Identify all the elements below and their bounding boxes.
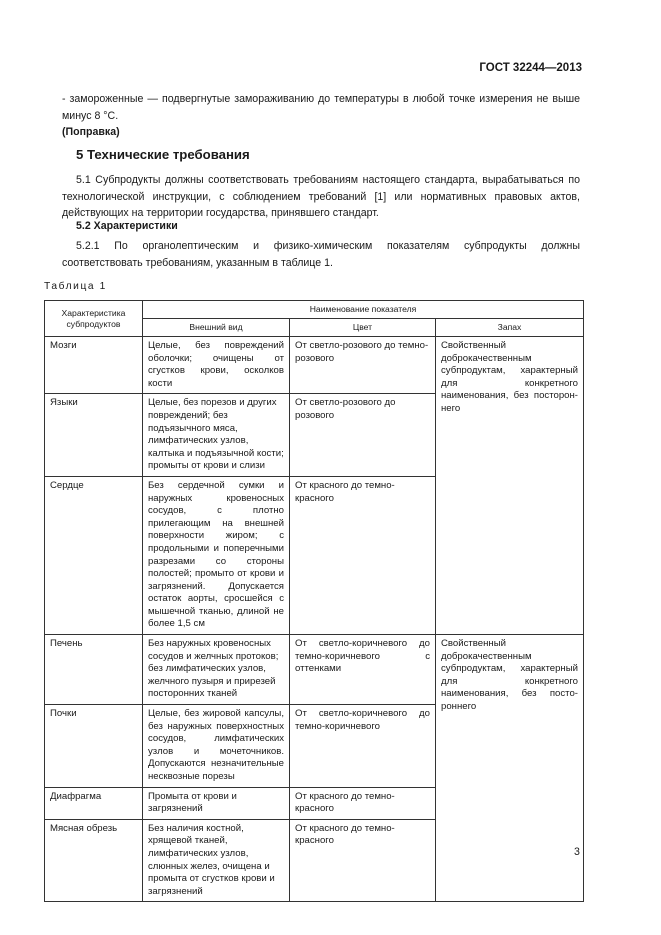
document-id: ГОСТ 32244—2013 [479, 62, 582, 74]
row-appearance: Целые, без жировой капсулы, без наружных поверхностных сосудов, лимфатических узлов и мочеточников. Допускаются незначительные несквозные порезы [143, 705, 290, 788]
row-appearance: Без сердечной сумки и наружных кровеносных сосудов, с плотно прилегающим на внешней поверхности жиром; с продольными и поперечными разрезами со стороны полостей; промыто от крови и загрязнений. Допускается остаток аорты, сросшейся с мышечной тканью, длиной не более 1,5 см [143, 476, 290, 634]
row-appearance: Без наружных кровеносных сосудов и желчных протоков; без лимфатических узлов, желчного пузыря и прирезей посторонних тканей [143, 635, 290, 705]
row-appearance: Целые, без повреждений оболочки; очищены от сгустков крови, осколков кости [143, 337, 290, 394]
row-color: От светло-коричневого до темно-коричневого с оттенками [290, 635, 436, 705]
row-name: Мясная обрезь [45, 819, 143, 902]
row-color: От красного до темно-красного [290, 819, 436, 902]
page-number: 3 [574, 846, 580, 858]
table-row [45, 635, 584, 705]
row-smell: Свойственный доброкачественным субпродуктам, характерный для конкретного наименования, без постороннего [436, 635, 584, 902]
table-row [45, 337, 584, 394]
header-appearance: Внешний вид [143, 319, 290, 337]
row-color: От красного до темно-красного [290, 476, 436, 634]
header-characteristic: Характеристика субпродуктов [45, 301, 143, 337]
row-name: Печень [45, 635, 143, 705]
row-color: От красного до темно-красного [290, 787, 436, 819]
paragraph-5-2-1 [62, 238, 580, 271]
row-name: Сердце [45, 476, 143, 634]
requirements-table [44, 300, 584, 902]
header-color: Цвет [290, 319, 436, 337]
row-name: Мозги [45, 337, 143, 394]
frozen-definition [62, 91, 580, 141]
row-color: От светло-коричневого до темно-коричневого [290, 705, 436, 788]
row-smell: Свойственный доброкачественным субпродуктам, характерный для конкретного наименования, без постороннего [436, 337, 584, 635]
paragraph-5-1-text: 5.1 Субпродукты должны соответствовать требованиям настоящего стандарта, вырабатываться по технологической инструкции, с соблюдением требований [1] или нормативных правовых актов, действующих на территории государства, принявшего стандарт. [62, 174, 580, 219]
frozen-text: - замороженные — подвергнутые замораживанию до температуры в любой точке измерения не выше минус 8 °С. [62, 93, 580, 122]
row-appearance: Без наличия костной, хрящевой тканей, лимфатических узлов, слюнных желез, очищена и промыта от сгустков крови и загрязнений [143, 819, 290, 902]
row-color: От светло-розового до темно-розового [290, 337, 436, 394]
amendment-note: (Поправка) [62, 126, 120, 138]
header-indicator-group: Наименование показателя [143, 301, 584, 319]
paragraph-5-1 [62, 172, 580, 222]
row-name: Языки [45, 394, 143, 477]
section-title: 5 Технические требования [76, 147, 250, 162]
row-appearance: Промыта от крови и загрязнений [143, 787, 290, 819]
row-name: Почки [45, 705, 143, 788]
paragraph-5-2-1-text: 5.2.1 По органолептическим и физико-химическим показателям субпродукты должны соответствовать требованиям, указанным в таблице 1. [62, 240, 580, 269]
table-caption: Таблица 1 [44, 281, 107, 292]
row-color: От светло-розового до розового [290, 394, 436, 477]
row-name: Диафрагма [45, 787, 143, 819]
subsection-title: 5.2 Характеристики [76, 220, 178, 232]
header-smell: Запах [436, 319, 584, 337]
row-appearance: Целые, без порезов и других повреждений; без подъязычного мяса, лимфатических узлов, калтыка и подъязычной кости; промыты от крови и слизи [143, 394, 290, 477]
